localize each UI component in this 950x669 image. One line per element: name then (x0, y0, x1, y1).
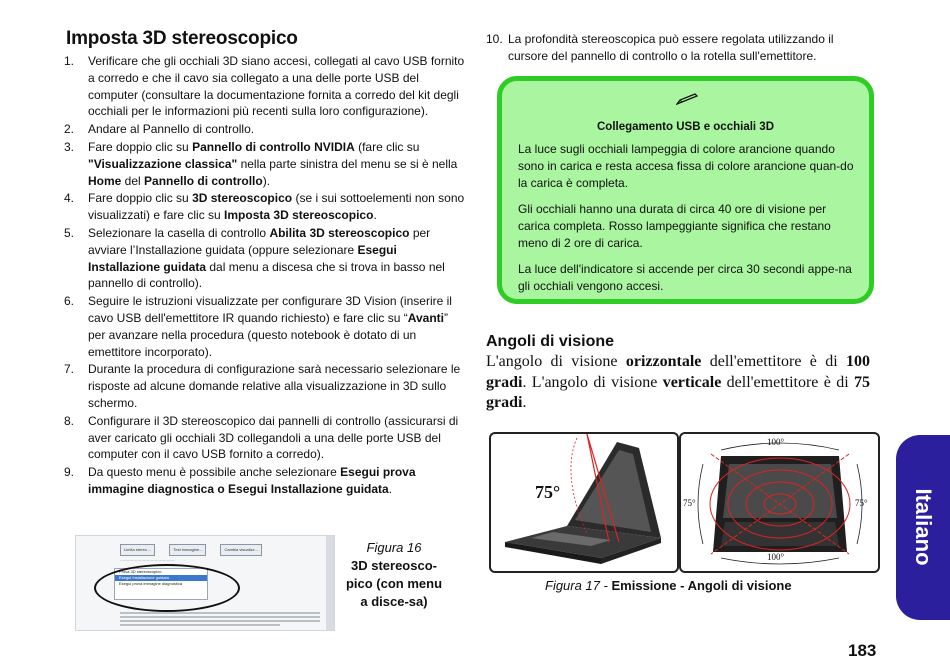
step-item (64, 190, 468, 224)
text-run: L'angolo di visione (486, 353, 626, 370)
step-item (64, 53, 468, 120)
bold-text: 75 gradi (486, 373, 870, 411)
text-run: Configurare il 3D stereoscopico dai pannelli di controllo (assicurarsi di aver caricato gli occhiali 3D collegandoli a una delle porte USB del computer con il cavo USB fornito a corredo). (88, 413, 459, 462)
figure-17-label: Figura 17 - (545, 578, 608, 593)
bold-text: Pannello di controllo (144, 173, 263, 188)
step-item (64, 464, 468, 498)
text-run: Andare al Pannello di controllo. (88, 122, 255, 137)
screenshot-button: Limita stereo ... (120, 544, 155, 556)
step-number: 4. (64, 191, 75, 206)
text-run: (se i sui sottoelementi non sono visualizzati) e fare clic su (88, 191, 465, 223)
text-run: ). (262, 173, 271, 188)
text-run: Da questo menu è possibile anche selezionare (88, 465, 341, 480)
page-number: 183 (848, 641, 877, 660)
text-run: dell'emettitore è di (721, 373, 854, 391)
step-item (64, 361, 468, 411)
screenshot-menu-item: Esegui Installazione guidata (115, 575, 207, 581)
step-text: La profondità stereoscopica può essere regolata utilizzando il cursore del pannello di controllo o la rotella sull'emettitore. (508, 32, 834, 63)
text-run: nella parte sinistra del menu se si è nella (237, 156, 458, 171)
laptop-side-illustration (491, 434, 677, 571)
step-item (64, 139, 468, 189)
text-run: Verificare che gli occhiali 3D siano accesi, collegati al cavo USB fornito a corredo e che il cavo sia collegato a una delle porte USB del computer (consultare la documentazione fornita a corredo del kit degli occhiali per le informazioni più recenti sulla loro configurazione). (88, 54, 465, 119)
text-run: . (522, 394, 527, 411)
step-item (64, 225, 468, 292)
figure-17-caption (545, 578, 792, 593)
bold-text: orizzontale (625, 353, 702, 370)
text-run: Seguire le istruzioni visualizzate per configurare 3D Vision (inserire il cavo USB dell'emettitore IR quando richiesto) e fare clic su “ (88, 294, 452, 325)
angle-top-label: 100° (767, 437, 785, 447)
pencil-icon (676, 93, 698, 105)
text-run: dal menu a discesa che si trova in basso nel pannello di controllo). (88, 259, 445, 291)
note-paragraph-2: Gli occhiali hanno una durata di circa 40 ore di visione per carica completa. Rosso lampeggiante significa che restano meno di 2 ore di carica. (518, 202, 831, 250)
figure-17-description: Emissione - Angoli di visione (611, 578, 792, 593)
screenshot-scrollbar (326, 536, 334, 630)
bold-text: Esegui prova immagine diagnostica o Esegui Installazione guidata (88, 465, 416, 496)
step-10 (486, 31, 866, 65)
bold-text: Pannello di controllo NVIDIA (192, 139, 355, 154)
step-number: 3. (64, 139, 75, 154)
text-run: ” per avanzare nella procedura (questo notebook è dotato di un emettitore incorporato). (88, 310, 448, 359)
bold-text: verticale (662, 373, 722, 391)
highlight-oval (94, 564, 240, 612)
note-paragraph-3: La luce dell'indicatore si accende per circa 30 secondi appe-na gli occhiali vengono accesi. (518, 262, 852, 293)
step-number: 2. (64, 122, 75, 137)
bold-text: 100 gradi (486, 353, 870, 391)
figure-16-description: 3D stereosco-pico (con menu a disce-sa) (345, 558, 443, 609)
vertical-angle-label: 75° (535, 482, 561, 502)
text-run: (fare clic su (354, 139, 420, 154)
bold-text: Abilita 3D stereoscopico (269, 225, 410, 240)
figure-16-caption (342, 539, 446, 611)
screenshot-menu-item: Prova 3D stereoscopico (119, 569, 162, 574)
step-number: 1. (64, 54, 75, 68)
text-run: . (388, 481, 393, 496)
laptop-top-illustration (681, 434, 878, 571)
text-run: . L'angolo di visione (522, 373, 663, 391)
text-run: per avviare l’Installazione guidata (oppure selezionare (88, 225, 431, 257)
step-number: 7. (64, 362, 75, 377)
angles-paragraph (486, 352, 870, 414)
angles-heading: Angoli di visione (486, 333, 615, 350)
note-paragraph-1: La luce sugli occhiali lampeggia di colore arancione quando sono in carica e resta accesa fissa di colore arancione quan-do la carica è completa. (518, 142, 854, 190)
bold-text: Home (88, 173, 122, 188)
text-run: Fare doppio clic su (88, 139, 193, 154)
figure-16-label: Figura 16 (366, 540, 422, 555)
text-run: Durante la procedura di configurazione sarà necessario selezionare le risposte ad alcune domande relative alla visualizzazione in 3D sullo schermo. (88, 362, 461, 410)
step-number: 6. (64, 294, 75, 309)
text-run: Selezionare la casella di controllo (88, 225, 270, 240)
step-number: 9. (64, 465, 75, 480)
step-number: 10. (486, 32, 503, 46)
step-item (64, 413, 468, 463)
step-number: 5. (64, 225, 75, 240)
figure-17-laptop-side (489, 432, 679, 573)
angle-bottom-label: 100° (767, 552, 785, 562)
bold-text: Avanti (407, 310, 444, 325)
text-run: Fare doppio clic su (88, 191, 193, 206)
screenshot-menu-item: Esegui prova immagine diagnostica (119, 581, 183, 586)
section-title: Imposta 3D stereoscopico (66, 28, 298, 49)
step-item (64, 293, 468, 360)
screenshot-button-bar (120, 544, 262, 556)
angle-right-label: 75° (855, 498, 868, 508)
screenshot-text-lines (120, 612, 320, 628)
screenshot-button: Test immagine... (169, 544, 206, 556)
figure-16-screenshot (75, 535, 335, 631)
steps-list (64, 53, 468, 499)
language-tab-label: Italiano (911, 488, 936, 566)
text-run: del (121, 173, 145, 188)
figure-17-laptop-top (679, 432, 880, 573)
screenshot-button: Cambia visualizz... (220, 544, 261, 556)
note-title: Collegamento USB e occhiali 3D (596, 121, 774, 133)
bold-text: Esegui Installazione guidata (88, 242, 397, 274)
text-run: dell'emettitore è di (701, 353, 846, 370)
screenshot-text: ········································· (120, 558, 175, 563)
language-side-tab (896, 435, 950, 620)
bold-text: 3D stereoscopico (192, 191, 293, 206)
step-item (64, 121, 468, 138)
step-number: 8. (64, 413, 75, 428)
bold-text: Imposta 3D stereoscopico (224, 208, 374, 223)
note-box (497, 76, 874, 304)
text-run: . (373, 208, 377, 223)
bold-text: "Visualizzazione classica" (88, 156, 238, 171)
angle-left-label: 75° (683, 498, 696, 508)
